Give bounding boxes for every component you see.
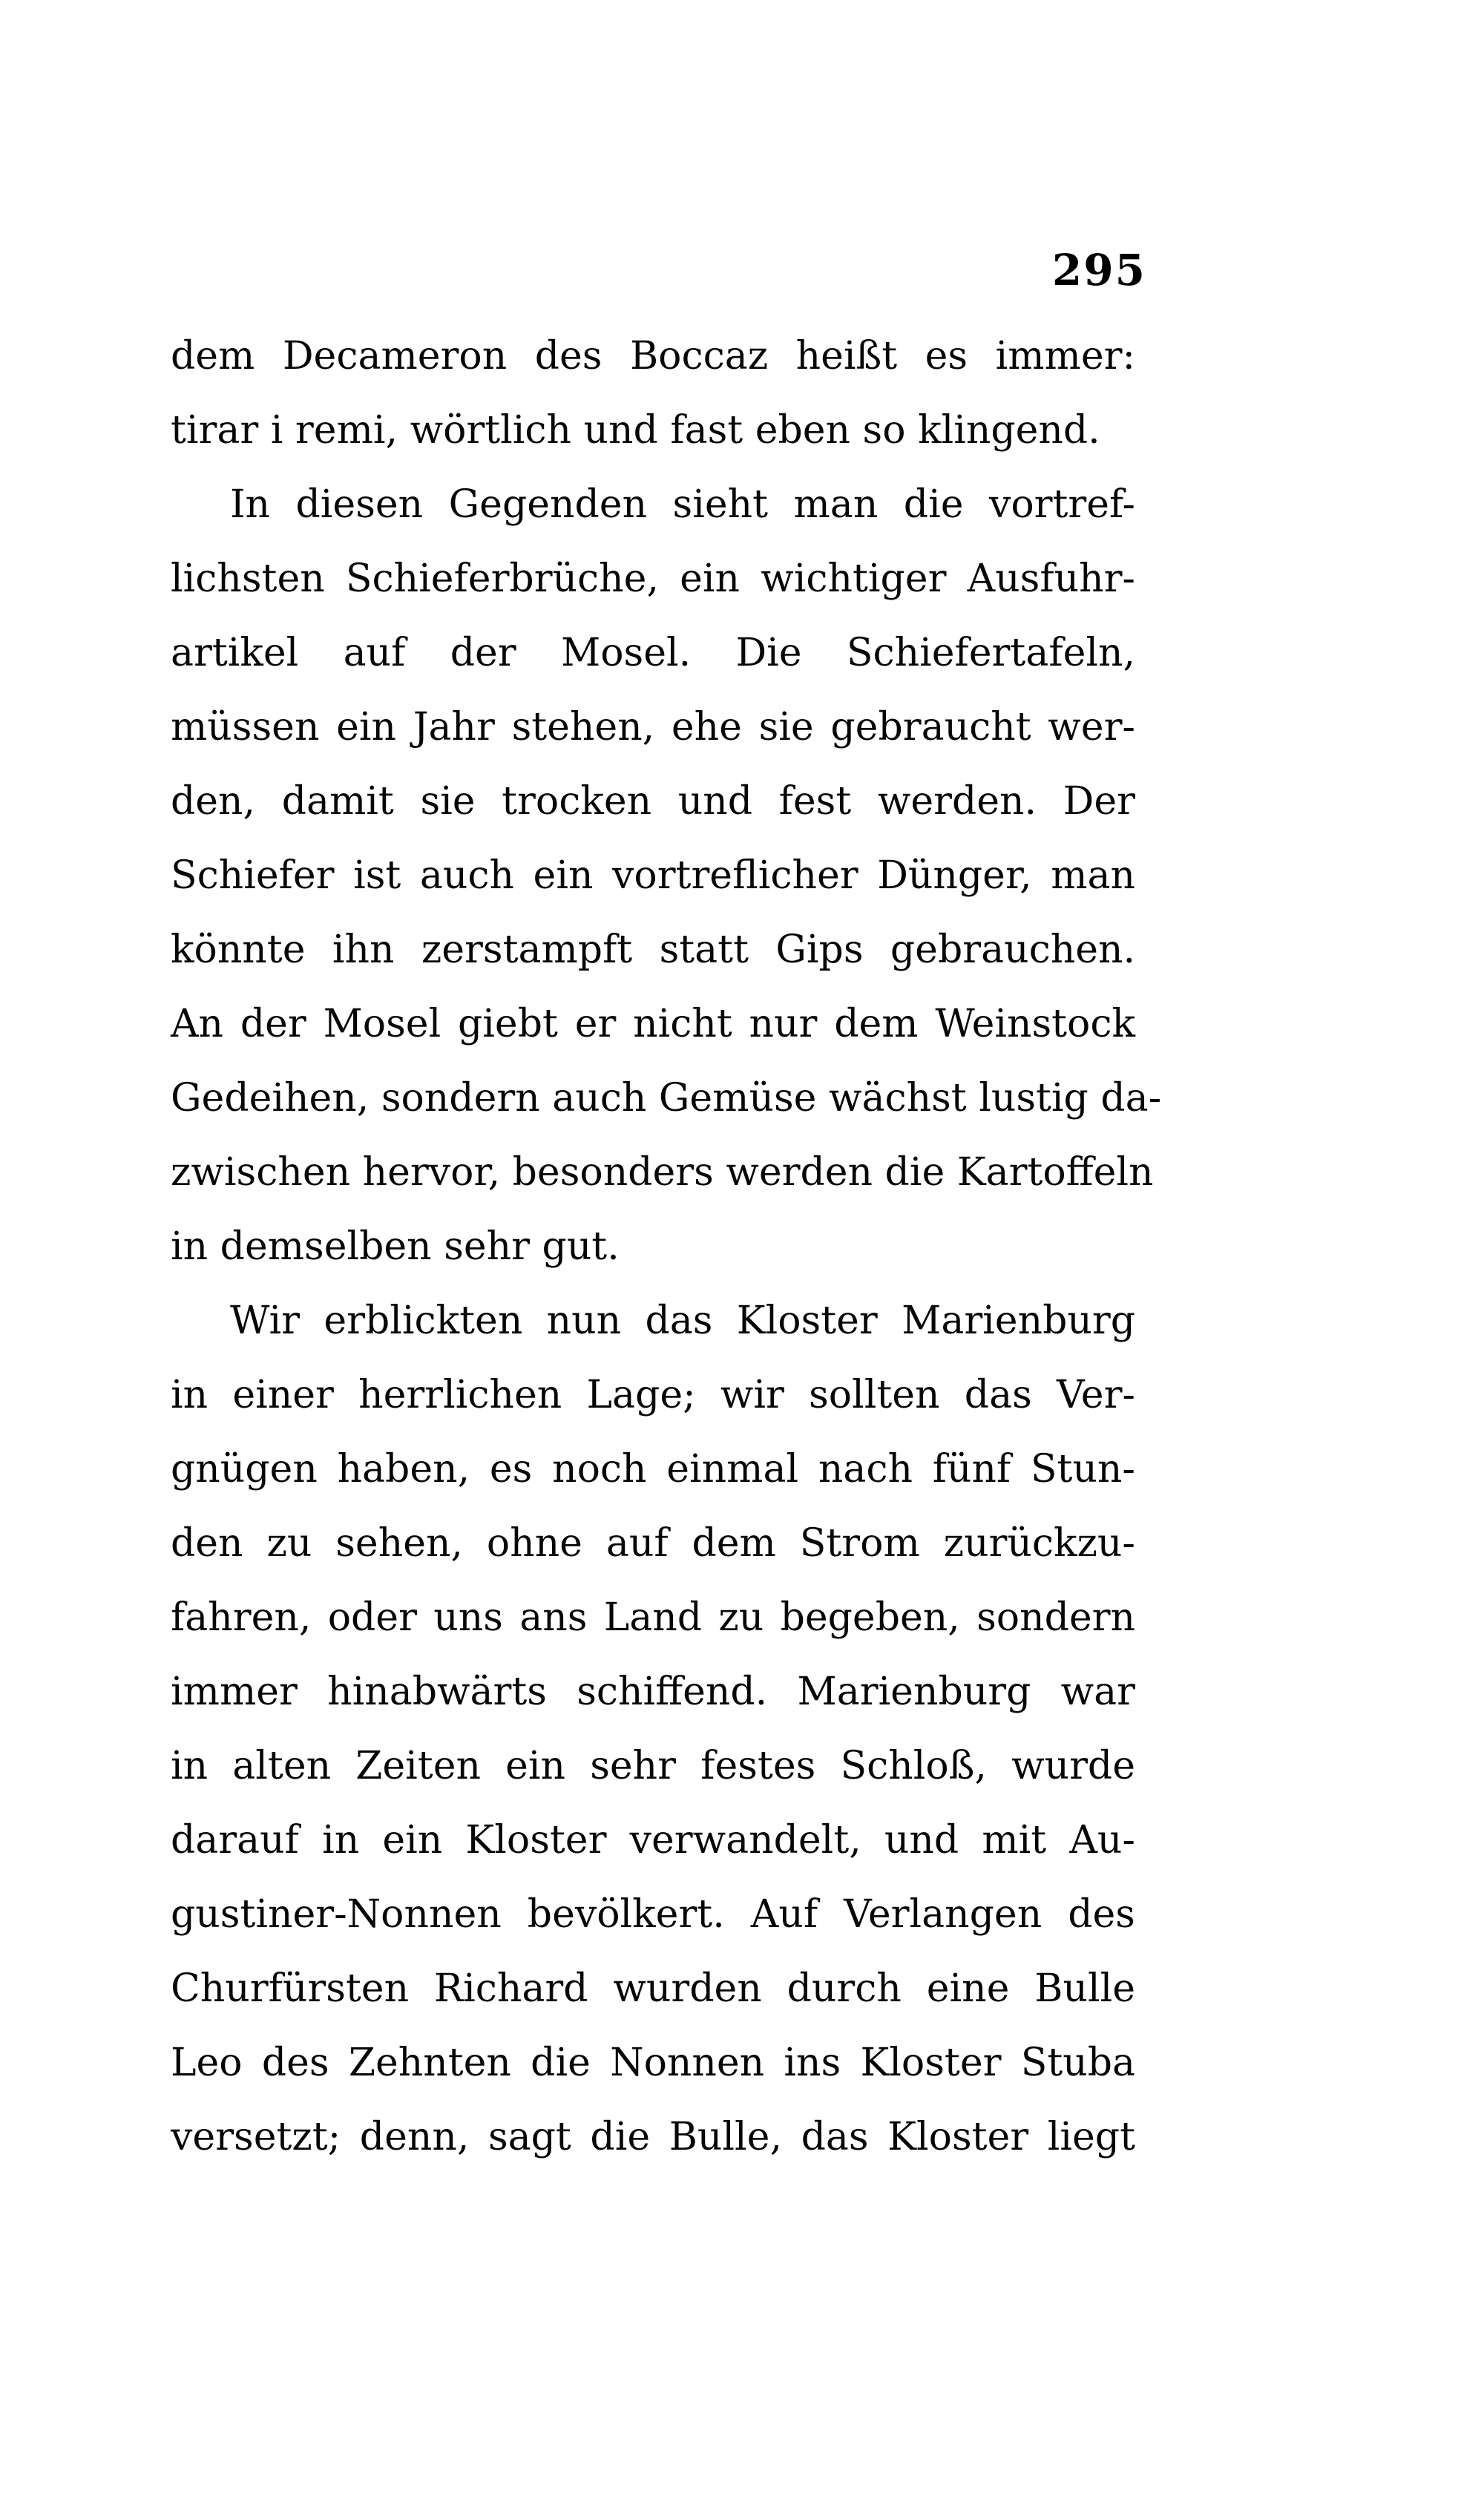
text-line: Churfürsten Richard wurden durch eine Bulle: [171, 1966, 1135, 2011]
text-line: in alten Zeiten ein sehr festes Schloß, wurde: [171, 1744, 1135, 1788]
text-line: fahren, oder uns ans Land zu begeben, sondern: [171, 1595, 1135, 1640]
text-line: in einer herrlichen Lage; wir sollten das Ver-: [171, 1373, 1135, 1417]
text-line: Schiefer ist auch ein vortreflicher Dünger, man: [171, 853, 1135, 898]
text-line: den, damit sie trocken und fest werden. Der: [171, 779, 1135, 824]
paragraph-start-line: In diesen Gegenden sieht man die vortref-: [230, 482, 1135, 527]
text-line: lichsten Schieferbrüche, ein wichtiger Ausfuhr-: [171, 557, 1135, 601]
text-line: dem Decameron des Boccaz heißt es immer:: [171, 334, 1135, 378]
text-line: An der Mosel giebt er nicht nur dem Weinstock: [171, 1002, 1135, 1046]
body-text: [171, 319, 1162, 2159]
text-line: darauf in ein Kloster verwandelt, und mit Au-: [171, 1818, 1135, 1863]
text-line: versetzt; denn, sagt die Bulle, das Kloster liegt: [171, 2115, 1135, 2159]
text-line: immer hinabwärts schiffend. Marienburg war: [171, 1670, 1135, 1714]
text-line: Gedeihen, sondern auch Gemüse wächst lustig da-: [171, 1076, 1162, 1120]
text-line: den zu sehen, ohne auf dem Strom zurückzu-: [171, 1521, 1135, 1566]
text-line: müssen ein Jahr stehen, ehe sie gebraucht wer-: [171, 705, 1135, 749]
text-line: artikel auf der Mosel. Die Schiefertafeln,: [171, 631, 1135, 675]
text-line: tirar i remi, wörtlich und fast eben so klingend.: [171, 408, 1100, 453]
text-line: gustiner-Nonnen bevölkert. Auf Verlangen des: [171, 1892, 1135, 1937]
page-number: 295: [1051, 245, 1146, 295]
paragraph-start-line: Wir erblickten nun das Kloster Marienburg: [230, 1299, 1135, 1343]
text-line: Leo des Zehnten die Nonnen ins Kloster Stuba: [171, 2041, 1135, 2085]
text-line: zwischen hervor, besonders werden die Kartoffeln: [171, 1150, 1154, 1195]
text-line: in demselben sehr gut.: [171, 1224, 620, 1269]
text-line: könnte ihn zerstampft statt Gips gebrauchen.: [171, 928, 1135, 972]
text-line: gnügen haben, es noch einmal nach fünf Stun-: [171, 1447, 1135, 1492]
